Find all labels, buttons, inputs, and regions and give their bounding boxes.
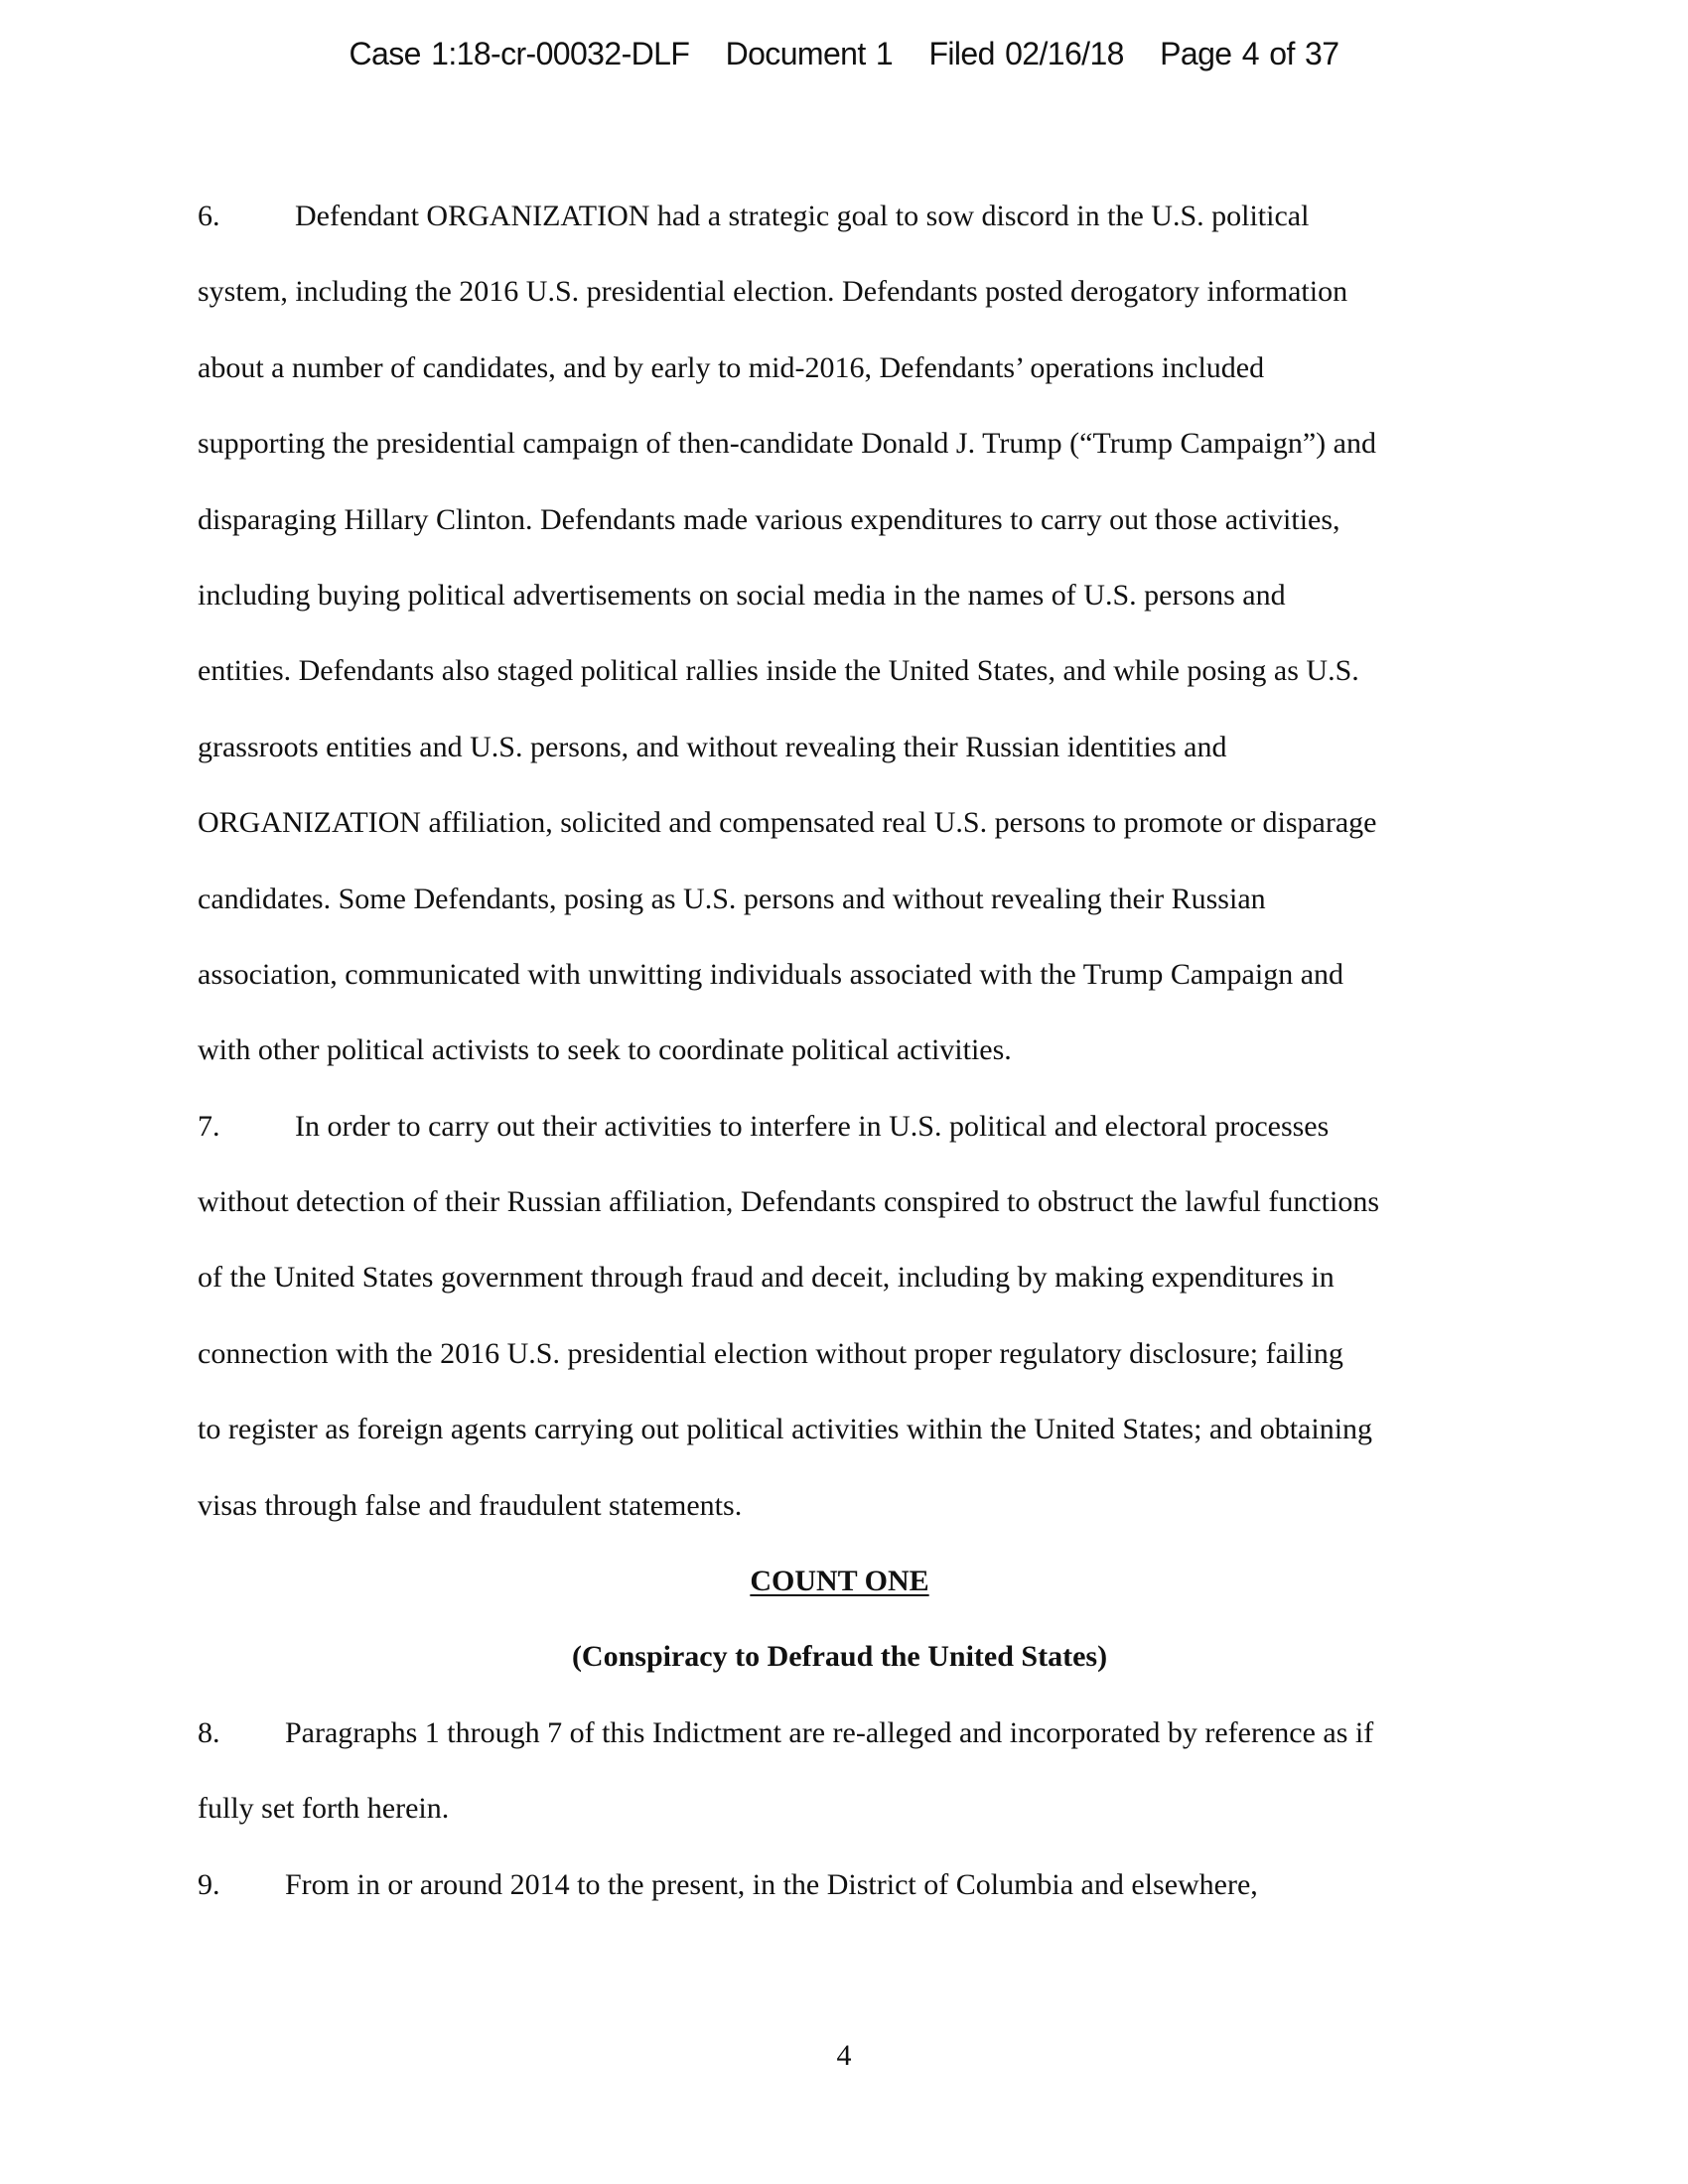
paragraph-number: 8. — [198, 1715, 220, 1749]
count-heading: COUNT ONE — [750, 1565, 929, 1598]
case-header — [0, 36, 1688, 72]
paragraph-7-line: without detection of their Russian affiliation, Defendants conspired to obstruct the lawful functions — [198, 1185, 1380, 1219]
paragraph-6-line: association, communicated with unwitting individuals associated with the Trump Campaign and — [198, 957, 1344, 991]
paragraph-6-line: supporting the presidential campaign of then-candidate Donald J. Trump (“Trump Campaign”) and — [198, 427, 1376, 461]
paragraph-6-line: candidates. Some Defendants, posing as U.S. persons and without revealing their Russian — [198, 882, 1266, 915]
page-number: 4 — [836, 2039, 852, 2072]
paragraph-6-line: grassroots entities and U.S. persons, and without revealing their Russian identities and — [198, 730, 1227, 763]
paragraph-6-line: including buying political advertisements on social media in the names of U.S. persons and — [198, 578, 1286, 612]
paragraph-number: 7. — [198, 1109, 220, 1143]
paragraph-6-line: about a number of candidates, and by early to mid-2016, Defendants’ operations included — [198, 350, 1265, 384]
paragraph-6-line: with other political activists to seek to coordinate political activities. — [198, 1033, 1012, 1067]
case-number: Case 1:18-cr-00032-DLF — [349, 36, 690, 71]
paragraph-7-line: to register as foreign agents carrying out political activities within the United States; and obtaining — [198, 1413, 1373, 1446]
document-number: Document 1 — [725, 36, 894, 71]
paragraph-6-line: system, including the 2016 U.S. presidential election. Defendants posted derogatory information — [198, 275, 1348, 309]
paragraph-6-line: 6. Defendant ORGANIZATION had a strategic goal to sow discord in the U.S. political — [198, 195, 1481, 270]
paragraph-7-line: of the United States government through fraud and deceit, including by making expenditures in — [198, 1261, 1335, 1295]
paragraph-7-line: visas through false and fraudulent statements. — [198, 1488, 743, 1522]
paragraph-7-line: connection with the 2016 U.S. presidential election without proper regulatory disclosure; failing — [198, 1336, 1343, 1370]
count-subheading: (Conspiracy to Defraud the United States) — [571, 1640, 1108, 1674]
paragraph-number: 6. — [198, 200, 220, 232]
paragraph-7-line: 7. In order to carry out their activities to interfere in U.S. political and electoral processes — [198, 1105, 1481, 1180]
paragraph-8-line: fully set forth herein. — [198, 1792, 450, 1826]
paragraph-number: 9. — [198, 1867, 220, 1901]
paragraph-6-line: entities. Defendants also staged political rallies inside the United States, and while posing as U.S. — [198, 654, 1359, 688]
paragraph-9-line: 9. From in or around 2014 to the present, in the District of Columbia and elsewhere, — [198, 1863, 1481, 1939]
paragraph-6-line: disparaging Hillary Clinton. Defendants made various expenditures to carry out those activities, — [198, 502, 1340, 536]
document-body — [198, 195, 1481, 1939]
page-indicator: Page 4 of 37 — [1160, 36, 1339, 71]
paragraph-8-line: 8. Paragraphs 1 through 7 of this Indictment are re-alleged and incorporated by reference as if — [198, 1711, 1481, 1787]
filed-date: Filed 02/16/18 — [928, 36, 1124, 71]
paragraph-6-line: ORGANIZATION affiliation, solicited and compensated real U.S. persons to promote or disparage — [198, 806, 1377, 840]
